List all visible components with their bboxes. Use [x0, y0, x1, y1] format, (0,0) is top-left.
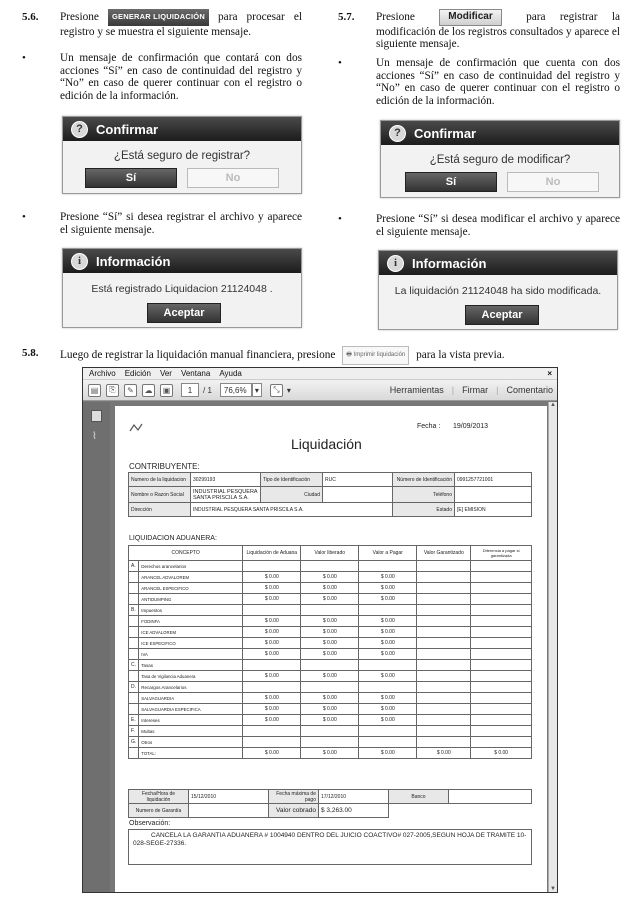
page-total: / 1 [203, 385, 212, 395]
cloud-icon[interactable]: ☁ [142, 384, 155, 397]
col-header: Valor Garantizado [417, 546, 471, 561]
col-header: Valor liberado [301, 546, 359, 561]
fecha-value: 19/09/2013 [453, 423, 489, 430]
yes-button[interactable]: Sí [85, 168, 177, 188]
row-value [471, 605, 532, 616]
row-concept: SALVAGUARDIA ESPECIFICA [139, 704, 243, 715]
attachment-icon[interactable]: ⌇ [92, 431, 97, 442]
row-value: $ 0.00 [359, 693, 417, 704]
table-row [129, 660, 532, 671]
row-value [243, 660, 301, 671]
row-value: $ 0.00 [359, 572, 417, 583]
table-row [129, 737, 532, 748]
right-bullet-1: Un mensaje de confirmación que cuenta con dos acciones “Sí” en caso de continuidad del registro y “No” en caso de querer continuar con el registro o edición de la información. [376, 57, 620, 107]
row-value [301, 605, 359, 616]
dialog-header [63, 249, 301, 273]
row-value: $ 0.00 [301, 594, 359, 605]
row-value: $ 0.00 [359, 671, 417, 682]
row-value [417, 671, 471, 682]
bullet-icon: • [22, 52, 26, 64]
fit-page-icon[interactable]: ⤡ [270, 384, 283, 397]
info-icon: i [387, 255, 404, 272]
row-value: $ 0.00 [359, 638, 417, 649]
row-value [471, 693, 532, 704]
dialog-title: Confirmar [96, 121, 159, 137]
row-value: $ 0.00 [417, 748, 471, 759]
pago-table [128, 789, 532, 818]
row-value [471, 594, 532, 605]
row-value: $ 0.00 [243, 693, 301, 704]
yes-button[interactable]: Sí [405, 172, 497, 192]
razon-social-label: Nombre o Razon Social [129, 487, 191, 503]
menu-archivo[interactable]: Archivo [89, 369, 116, 378]
row-value [301, 561, 359, 572]
row-value [417, 682, 471, 693]
row-letter [129, 627, 139, 638]
more-tools-icon[interactable]: ▾ [286, 385, 291, 395]
scroll-up-icon[interactable]: ▲ [550, 402, 556, 408]
row-concept: ARANCEL ADVALOREM [139, 572, 243, 583]
row-value: $ 0.00 [243, 583, 301, 594]
row-value [301, 660, 359, 671]
no-button[interactable]: No [187, 168, 279, 188]
row-letter: A. [129, 561, 139, 572]
dialog-message: ¿Está seguro de registrar? [113, 150, 251, 162]
row-letter: B. [129, 605, 139, 616]
table-row [129, 583, 532, 594]
row-value: $ 0.00 [243, 594, 301, 605]
fecha-label: Fecha : [417, 423, 441, 430]
col-header: Liquidación de Aduana [243, 546, 301, 561]
row-value [301, 682, 359, 693]
dialog-title: Confirmar [414, 125, 477, 141]
row-value: $ 0.00 [301, 693, 359, 704]
row-value: $ 0.00 [243, 572, 301, 583]
row-value [471, 671, 532, 682]
row-value: $ 0.00 [359, 627, 417, 638]
menu-ayuda[interactable]: Ayuda [219, 369, 242, 378]
row-value: $ 0.00 [359, 594, 417, 605]
row-value [417, 715, 471, 726]
row-concept: Intereses [139, 715, 243, 726]
row-letter [129, 748, 139, 759]
open-icon[interactable]: ⎘ [106, 384, 119, 397]
zoom-dropdown-icon[interactable]: ▾ [252, 383, 262, 397]
dialog-message: Está registrado Liquidacion 21124048 . [91, 283, 273, 295]
numero-id-value: 0991257721001 [455, 473, 532, 487]
table-row [129, 726, 532, 737]
fecha-maxima-value: 17/12/2010 [319, 790, 389, 804]
zoom-input[interactable]: 76,6% [220, 383, 252, 397]
row-value: $ 0.00 [301, 583, 359, 594]
estado-label: Estado [393, 503, 455, 517]
row-value [359, 682, 417, 693]
tipo-id-value: RUC [323, 473, 393, 487]
pages-panel-icon[interactable] [91, 410, 102, 422]
row-concept: Impuestos [139, 605, 243, 616]
row-value: $ 0.00 [243, 616, 301, 627]
generar-liquidacion-button[interactable]: GENERAR LIQUIDACIÓN [108, 9, 209, 26]
viewer-toolbar [83, 380, 557, 401]
print-icon[interactable]: ▤ [88, 384, 101, 397]
row-value: $ 0.00 [301, 704, 359, 715]
row-value [471, 616, 532, 627]
row-value [417, 693, 471, 704]
bullet-icon: • [338, 213, 342, 225]
row-value [417, 594, 471, 605]
row-value: $ 0.00 [301, 616, 359, 627]
estado-value: [E] EMISION [455, 503, 532, 517]
bullet-icon: • [22, 211, 26, 223]
row-value [417, 572, 471, 583]
row-value [359, 561, 417, 572]
row-value [471, 682, 532, 693]
numero-garantia-label: Numero de Garantía [129, 804, 189, 818]
help-icon: ? [389, 125, 406, 142]
row-letter [129, 704, 139, 715]
row-value: $ 0.00 [359, 704, 417, 715]
bullet-icon: • [338, 57, 342, 69]
row-value [243, 605, 301, 616]
fecha-maxima-label: Fecha máxima de pago [269, 790, 319, 804]
menu-edicion[interactable]: Edición [124, 369, 151, 378]
row-letter [129, 638, 139, 649]
row-letter [129, 616, 139, 627]
row-concept: Otros [139, 737, 243, 748]
row-value: $ 0.00 [471, 748, 532, 759]
table-row [129, 748, 532, 759]
row-value: $ 0.00 [301, 748, 359, 759]
row-value [471, 583, 532, 594]
section-number-5-7: 5.7. [338, 11, 355, 23]
row-concept: ANTIDUMPING [139, 594, 243, 605]
row-value [417, 649, 471, 660]
table-row [129, 671, 532, 682]
row-value [301, 726, 359, 737]
section-5-8-text: Luego de registrar la liquidación manual financiera, presione 🖶 Imprimir liquidación para la vista previa. [60, 346, 620, 365]
row-concept: TOTAL: [139, 748, 243, 759]
row-concept: ARANCEL ESPECIFICO [139, 583, 243, 594]
row-value [471, 649, 532, 660]
row-value [243, 561, 301, 572]
row-value [417, 704, 471, 715]
row-concept: ICE ESPECIFICO [139, 638, 243, 649]
row-value: $ 0.00 [243, 704, 301, 715]
modificar-button[interactable]: Modificar [439, 9, 501, 26]
section-5-6-text: Presione GENERAR LIQUIDACIÓN para procesar el registro y se muestra el siguiente mensaje. [60, 10, 303, 38]
info-icon: i [71, 253, 88, 270]
aceptar-button[interactable]: Aceptar [465, 305, 539, 325]
left-bullet-1: Un mensaje de confirmación que contará con dos acciones “Sí” en caso de continuidad del registro y “No” en caso de querer continuar con el registro o edición de la información. [60, 52, 302, 102]
telefono-label: Teléfono [393, 487, 455, 503]
dialog-header [381, 121, 619, 145]
section-number-5-8: 5.8. [22, 347, 39, 359]
row-value [417, 583, 471, 594]
row-value: $ 0.00 [243, 748, 301, 759]
row-concept: Tasa de Vigilancia Aduanera [139, 671, 243, 682]
row-value: $ 0.00 [301, 671, 359, 682]
imprimir-liquidacion-button[interactable]: 🖶 Imprimir liquidación [342, 346, 409, 365]
direccion-value: INDUSTRIAL PESQUERA SANTA PRISCILA S.A. [191, 503, 393, 517]
observacion-label: Observación: [129, 820, 171, 827]
col-header: Valor a Pagar [359, 546, 417, 561]
row-value: $ 0.00 [359, 748, 417, 759]
banco-label: Banco [389, 790, 449, 804]
row-concept: Recargos Arancelarios [139, 682, 243, 693]
row-value [417, 616, 471, 627]
valor-cobrado-label: Valor cobrado [269, 804, 319, 818]
ciudad-value [323, 487, 393, 503]
liquidacion-aduanera-heading: LIQUIDACION ADUANERA: [129, 535, 217, 542]
confirm-register-dialog [62, 116, 302, 194]
save-icon[interactable]: ▣ [160, 384, 173, 397]
vertical-scrollbar[interactable] [548, 402, 557, 892]
table-row [129, 627, 532, 638]
row-value [243, 726, 301, 737]
row-value [471, 572, 532, 583]
divider: | [451, 385, 455, 395]
row-concept: IVA [139, 649, 243, 660]
row-value [417, 737, 471, 748]
table-row [129, 572, 532, 583]
row-concept: ICE ADVALOREM [139, 627, 243, 638]
row-value [471, 715, 532, 726]
row-value [417, 660, 471, 671]
numero-liquidacion-label: Numero de la liquidacion [129, 473, 191, 487]
comentario-button[interactable]: Comentario [506, 385, 553, 395]
row-concept: SALVAGUARDIA [139, 693, 243, 704]
numero-id-label: Número de Identificación [393, 473, 455, 487]
razon-social-value: INDUSTRIAL PESQUERA SANTA PRISCILA S.A. [191, 487, 261, 503]
section-5-7-text: Presione Modificar para registrar la modificación de los registros consultados y aparece el siguiente mensaje. [376, 10, 621, 50]
fecha-hora-label: Fecha/Hora de liquidación [129, 790, 189, 804]
pdf-page [115, 406, 547, 892]
confirm-modify-dialog [380, 120, 620, 198]
row-concept: Tasas [139, 660, 243, 671]
herramientas-button[interactable]: Herramientas [389, 385, 444, 395]
numero-liquidacion-value: 30299193 [191, 473, 261, 487]
table-row [129, 594, 532, 605]
divider: | [496, 385, 499, 395]
info-modified-dialog [378, 250, 618, 330]
menu-ventana[interactable]: Ventana [180, 369, 211, 378]
row-value [471, 561, 532, 572]
row-concept: Multas [139, 726, 243, 737]
table-row [129, 616, 532, 627]
dialog-title: Información [96, 253, 171, 269]
table-row [129, 682, 532, 693]
row-value: $ 0.00 [243, 715, 301, 726]
table-row [129, 561, 532, 572]
row-value: $ 0.00 [301, 627, 359, 638]
row-value: $ 0.00 [359, 649, 417, 660]
row-value [471, 737, 532, 748]
row-letter: E. [129, 715, 139, 726]
row-value: $ 0.00 [301, 649, 359, 660]
row-value [417, 605, 471, 616]
col-header: CONCEPTO [129, 546, 243, 561]
printer-icon: 🖶 [346, 352, 354, 358]
info-registered-dialog [62, 248, 302, 328]
direccion-label: Dirección [129, 503, 191, 517]
dialog-header [379, 251, 617, 275]
row-value [471, 704, 532, 715]
row-value [417, 561, 471, 572]
row-value [417, 638, 471, 649]
fecha-hora-value: 15/12/2010 [189, 790, 269, 804]
row-value [359, 660, 417, 671]
dialog-message: La liquidación 21124048 ha sido modificada. [394, 285, 602, 297]
sri-logo-icon [129, 420, 143, 430]
aceptar-button[interactable]: Aceptar [147, 303, 221, 323]
pdf-viewer-window [82, 367, 558, 893]
contribuyente-heading: CONTRIBUYENTE: [129, 462, 200, 471]
edit-icon[interactable]: ✎ [124, 384, 137, 397]
banco-value [449, 790, 532, 804]
row-letter: G. [129, 737, 139, 748]
row-letter [129, 594, 139, 605]
row-letter [129, 671, 139, 682]
row-value [471, 638, 532, 649]
tipo-id-label: Tipo de Identificación [261, 473, 323, 487]
row-value: $ 0.00 [359, 583, 417, 594]
row-letter: F. [129, 726, 139, 737]
row-letter [129, 693, 139, 704]
section-number-5-6: 5.6. [22, 11, 39, 23]
row-value [359, 737, 417, 748]
col-header: Diferencia a pagar si garantizada [471, 546, 532, 561]
table-row [129, 649, 532, 660]
liquidacion-aduanera-table [128, 545, 532, 759]
table-row [129, 704, 532, 715]
row-value: $ 0.00 [243, 638, 301, 649]
row-letter: C. [129, 660, 139, 671]
table-row [129, 693, 532, 704]
no-button[interactable]: No [507, 172, 599, 192]
row-value [471, 726, 532, 737]
row-value: $ 0.00 [301, 572, 359, 583]
document-title: Liquidación [291, 436, 362, 452]
row-value: $ 0.00 [359, 616, 417, 627]
contribuyente-table [128, 472, 532, 517]
help-icon: ? [71, 121, 88, 138]
row-value [417, 726, 471, 737]
row-concept: FODINFA [139, 616, 243, 627]
row-value [243, 737, 301, 748]
row-value [471, 660, 532, 671]
firmar-button[interactable]: Firmar [462, 385, 489, 395]
dialog-header [63, 117, 301, 141]
page-number-input[interactable]: 1 [181, 383, 199, 397]
row-letter: D. [129, 682, 139, 693]
row-value: $ 0.00 [243, 627, 301, 638]
row-value [243, 682, 301, 693]
table-row [129, 605, 532, 616]
row-value: $ 0.00 [243, 671, 301, 682]
row-value [301, 737, 359, 748]
row-value [417, 627, 471, 638]
telefono-value [455, 487, 532, 503]
menu-ver[interactable]: Ver [159, 369, 172, 378]
row-value [359, 726, 417, 737]
row-letter [129, 583, 139, 594]
close-icon[interactable]: × [547, 369, 552, 378]
row-value: $ 0.00 [359, 715, 417, 726]
left-bullet-2: Presione “Sí” si desea registrar el archivo y aparece el siguiente mensaje. [60, 211, 302, 236]
dialog-title: Información [412, 255, 487, 271]
valor-cobrado-value: $ 3,263.00 [319, 804, 389, 818]
row-value: $ 0.00 [301, 715, 359, 726]
viewer-sidebar [83, 402, 110, 892]
dialog-message: ¿Está seguro de modificar? [429, 154, 571, 166]
ciudad-label: Ciudad [261, 487, 323, 503]
table-row [129, 715, 532, 726]
row-value: $ 0.00 [301, 638, 359, 649]
row-value: $ 0.00 [243, 649, 301, 660]
numero-garantia-value [189, 804, 269, 818]
row-value [359, 605, 417, 616]
menu-bar [83, 368, 557, 380]
row-letter [129, 572, 139, 583]
scroll-down-icon[interactable]: ▼ [550, 886, 556, 892]
table-row [129, 638, 532, 649]
row-concept: Derechos arancelarios [139, 561, 243, 572]
observacion-box: CANCELA LA GARANTIA ADUANERA # 1004940 DENTRO DEL JUICIO COACTIVO# 027-2005,SEGUN HOJA DE TRAMITE 10-028-SEGE-27336. [128, 829, 532, 865]
row-value [471, 627, 532, 638]
row-letter [129, 649, 139, 660]
right-bullet-2: Presione “Sí” si desea modificar el archivo y aparece el siguiente mensaje. [376, 213, 620, 238]
